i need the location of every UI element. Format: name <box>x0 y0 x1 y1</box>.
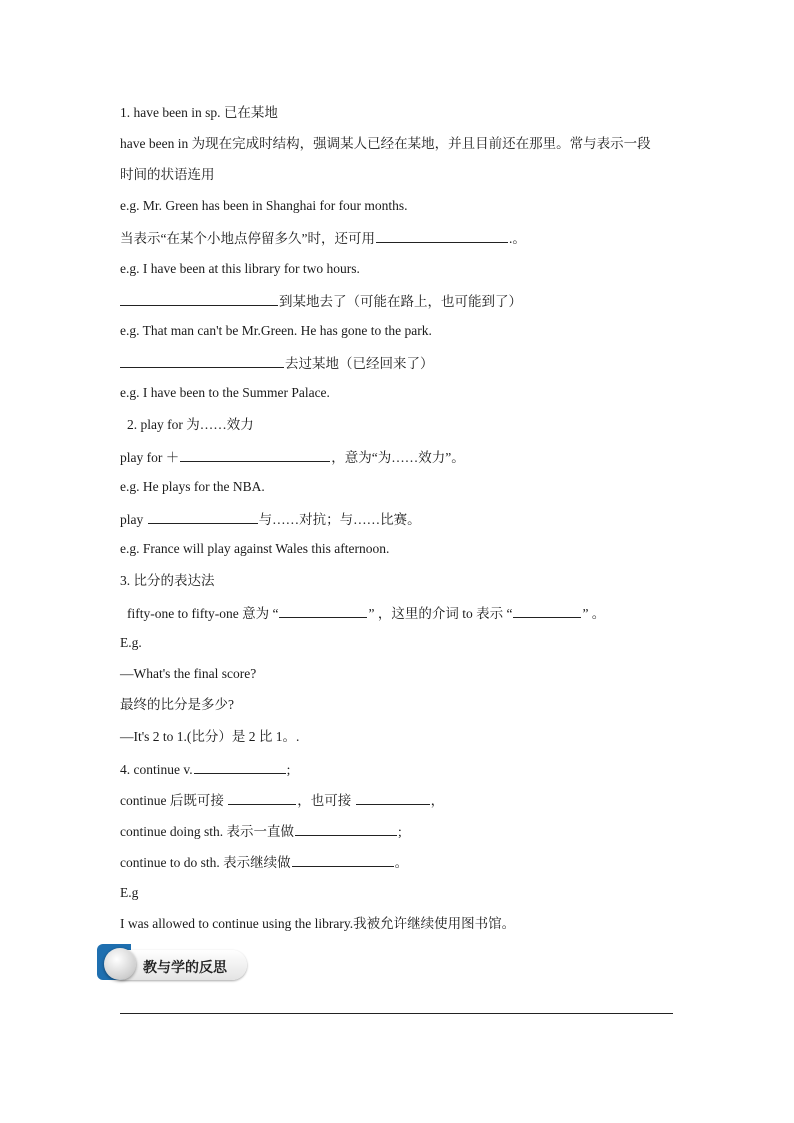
fill-line <box>120 759 290 779</box>
answer-blank[interactable] <box>228 790 296 805</box>
example-sentence: e.g. I have been to the Summer Palace. <box>120 385 330 400</box>
item-3-heading: 3. 比分的表达法 <box>120 573 215 588</box>
item-1-explanation-cont: 时间的状语连用 <box>120 167 215 182</box>
fill-line <box>120 228 526 248</box>
item-2-heading: 2. play for 为……效力 <box>127 417 254 432</box>
fill-line <box>120 353 434 373</box>
answer-blank[interactable] <box>120 353 284 368</box>
line-text: .。 <box>508 231 526 246</box>
answer-blank[interactable] <box>120 291 278 306</box>
line-text: ，也可接 <box>297 793 355 808</box>
section-banner <box>97 944 249 984</box>
answer-blank[interactable] <box>194 759 286 774</box>
line-text: 与……对抗；与……比赛。 <box>258 512 421 527</box>
line-text: ，意为“为……效力”。 <box>331 450 465 465</box>
line-text: 4. continue v. <box>120 762 193 777</box>
line-text: 。 <box>394 855 409 870</box>
line-text: 当表示“在某个小地点停留多久”时，还可用 <box>120 231 375 246</box>
fill-line <box>120 291 522 311</box>
example-label: E.g <box>120 885 139 900</box>
fill-line <box>120 790 444 810</box>
banner-title: 教与学的反思 <box>143 960 227 976</box>
line-text: ; <box>398 824 402 839</box>
line-text: ， <box>430 793 445 808</box>
line-text: continue doing sth. 表示一直做 <box>120 824 294 839</box>
fill-line <box>120 509 421 529</box>
item-1-explanation: have been in 为现在完成时结构，强调某人已经在某地，并且目前还在那里。常与表示一段 <box>120 136 651 151</box>
fill-line <box>127 603 605 623</box>
line-text: 去过某地（已经回来了） <box>285 356 434 371</box>
answer-blank[interactable] <box>356 790 430 805</box>
line-text: play <box>120 512 147 527</box>
fill-line <box>120 852 408 872</box>
dialogue-translation: 最终的比分是多少? <box>120 697 234 712</box>
line-text: ; <box>286 762 291 777</box>
dialogue-answer: —It's 2 to 1.(比分）是 2 比 1。. <box>120 729 300 744</box>
line-text: continue to do sth. 表示继续做 <box>120 855 291 870</box>
fill-line <box>120 447 465 467</box>
answer-blank[interactable] <box>376 228 508 243</box>
dialogue-question: —What's the final score? <box>120 666 257 681</box>
answer-blank[interactable] <box>513 603 581 618</box>
reflection-answer-line[interactable] <box>120 1013 673 1014</box>
answer-blank[interactable] <box>292 852 394 867</box>
line-text: fifty-one to fifty-one 意为 “ <box>127 606 279 621</box>
answer-blank[interactable] <box>180 447 330 462</box>
answer-blank[interactable] <box>279 603 367 618</box>
example-sentence: I was allowed to continue using the library.我被允许继续使用图书馆。 <box>120 916 516 931</box>
answer-blank[interactable] <box>148 509 258 524</box>
line-text: 到某地去了（可能在路上，也可能到了） <box>279 294 522 309</box>
item-1-heading: 1. have been in sp. 已在某地 <box>120 105 278 120</box>
example-sentence: e.g. Mr. Green has been in Shanghai for four months. <box>120 198 408 213</box>
line-text: ” 。 <box>582 606 606 621</box>
answer-blank[interactable] <box>295 821 397 836</box>
example-sentence: e.g. France will play against Wales this afternoon. <box>120 541 390 556</box>
fill-line <box>120 821 402 841</box>
line-text: play for ＋ <box>120 450 180 465</box>
example-sentence: e.g. That man can't be Mr.Green. He has gone to the park. <box>120 323 432 338</box>
example-label: E.g. <box>120 635 142 650</box>
example-sentence: e.g. I have been at this library for two hours. <box>120 261 360 276</box>
line-text: ” ，这里的介词 to 表示 “ <box>368 606 513 621</box>
circle-icon <box>104 948 136 980</box>
example-sentence: e.g. He plays for the NBA. <box>120 479 265 494</box>
line-text: continue 后既可接 <box>120 793 228 808</box>
